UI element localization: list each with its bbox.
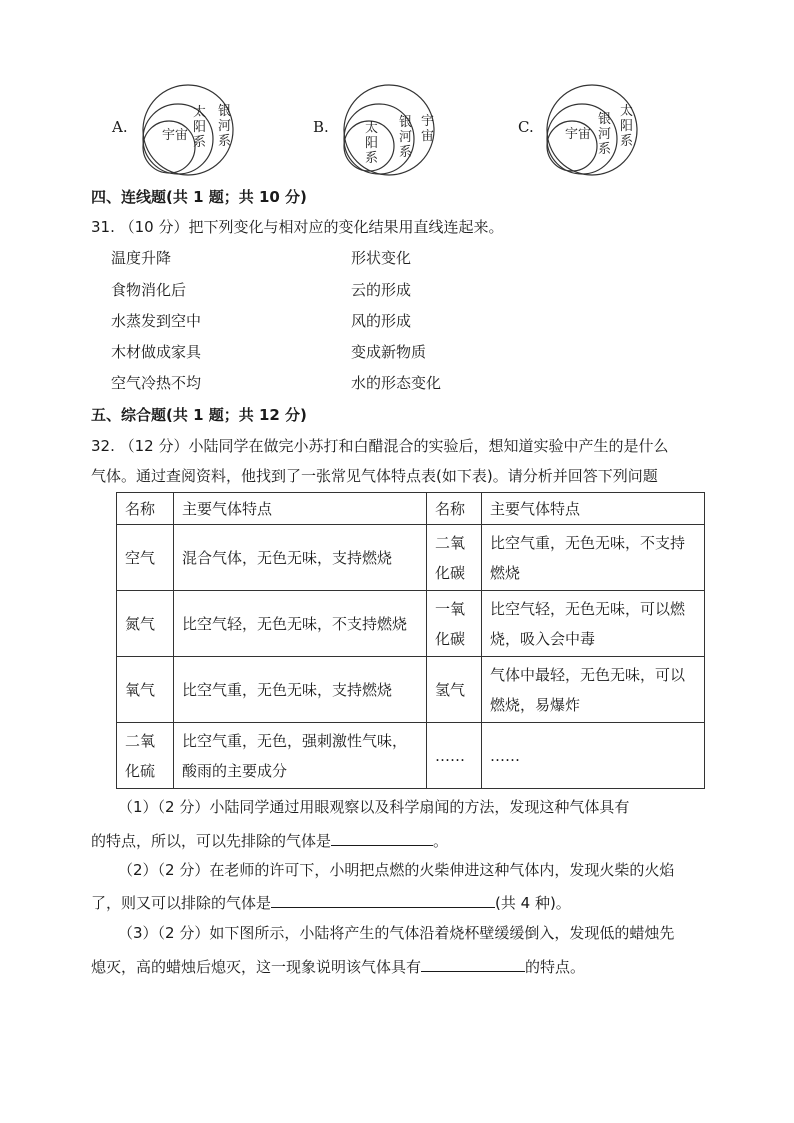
option-a-middle-label: 太阳系	[193, 105, 207, 150]
option-c-middle-label: 银河系	[598, 112, 612, 157]
option-b-outer-label: 宇宙	[421, 114, 435, 144]
answer-blank-2[interactable]	[271, 891, 495, 908]
section-4-title: 四、连线题(共 1 题；共 10 分)	[91, 188, 307, 206]
gas-name: 二氧化硫	[117, 723, 174, 789]
table-row	[117, 657, 705, 723]
gas-feature: 比空气重，无色无味，支持燃烧	[174, 657, 427, 723]
gas-feature: ……	[482, 723, 705, 789]
gas-feature: 比空气重，无色无味，不支持燃烧	[482, 525, 705, 591]
right-item-5[interactable]: 水的形态变化	[351, 374, 442, 392]
answer-blank-1[interactable]	[331, 829, 433, 846]
sub-question-3-line-1: （3）（2 分）如下图所示，小陆将产生的气体沿着烧杯壁缓缓倒入，发现低的蜡烛先	[118, 924, 675, 942]
gas-name: 氮气	[117, 591, 174, 657]
sub-question-3-end: 的特点。	[525, 958, 586, 976]
left-item-2[interactable]: 食物消化后	[111, 281, 187, 299]
gas-table	[116, 492, 705, 789]
section-5-title: 五、综合题(共 1 题；共 12 分)	[91, 406, 307, 424]
sub-question-2-text: 了，则又可以排除的气体是	[91, 894, 272, 912]
gas-feature: 比空气轻，无色无味，不支持燃烧	[174, 591, 427, 657]
gas-feature: 混合气体，无色无味，支持燃烧	[174, 525, 427, 591]
left-item-1[interactable]: 温度升降	[111, 249, 172, 267]
option-c-inner-label: 宇宙	[565, 127, 592, 142]
option-b-inner-label: 太阳系	[365, 121, 379, 166]
right-item-3[interactable]: 风的形成	[351, 312, 412, 330]
sub-question-2-end: (共 4 种)。	[495, 894, 571, 912]
right-item-4[interactable]: 变成新物质	[351, 343, 427, 361]
sub-question-3-line-2	[91, 955, 585, 977]
question-32-line-2: 气体。通过查阅资料，他找到了一张常见气体特点表(如下表)。请分析并回答下列问题	[91, 467, 658, 485]
gas-name: 空气	[117, 525, 174, 591]
left-item-3[interactable]: 水蒸发到空中	[111, 312, 202, 330]
sub-question-1-end: 。	[433, 832, 449, 850]
option-c-outer-label: 太阳系	[620, 104, 634, 149]
option-a-label: A.	[112, 118, 128, 136]
gas-name: 氧气	[117, 657, 174, 723]
option-c-label: C.	[518, 118, 534, 136]
left-item-5[interactable]: 空气冷热不均	[111, 374, 202, 392]
gas-feature: 比空气轻，无色无味，可以燃烧，吸入会中毒	[482, 591, 705, 657]
sub-question-1-line-2	[91, 829, 448, 851]
header-feature-2: 主要气体特点	[482, 493, 705, 525]
table-row	[117, 525, 705, 591]
right-item-1[interactable]: 形状变化	[351, 249, 412, 267]
answer-blank-3[interactable]	[421, 955, 525, 972]
left-item-4[interactable]: 木材做成家具	[111, 343, 202, 361]
question-32-line-1: 32. （12 分）小陆同学在做完小苏打和白醋混合的实验后，想知道实验中产生的是什么	[91, 437, 669, 455]
right-item-2[interactable]: 云的形成	[351, 281, 412, 299]
gas-name: 一氧化碳	[427, 591, 482, 657]
gas-feature: 气体中最轻，无色无味，可以燃烧，易爆炸	[482, 657, 705, 723]
header-name-1: 名称	[117, 493, 174, 525]
option-a-outer-label: 银河系	[218, 104, 232, 149]
sub-question-1-line-1: （1）（2 分）小陆同学通过用眼观察以及科学扇闻的方法，发现这种气体具有	[118, 798, 630, 816]
table-row	[117, 723, 705, 789]
gas-name: 氢气	[427, 657, 482, 723]
sub-question-3-text: 熄灭，高的蜡烛后熄灭，这一现象说明该气体具有	[91, 958, 422, 976]
table-header-row	[117, 493, 705, 525]
header-feature-1: 主要气体特点	[174, 493, 427, 525]
option-a-inner-label: 宇宙	[162, 128, 189, 143]
sub-question-2-line-2	[91, 891, 571, 913]
gas-name: 二氧化碳	[427, 525, 482, 591]
question-31: 31. （10 分）把下列变化与相对应的变化结果用直线连起来。	[91, 218, 504, 236]
gas-feature: 比空气重，无色，强刺激性气味，酸雨的主要成分	[174, 723, 427, 789]
option-b-label: B.	[313, 118, 329, 136]
option-b-middle-label: 银河系	[399, 115, 413, 160]
gas-name: ……	[427, 723, 482, 789]
header-name-2: 名称	[427, 493, 482, 525]
sub-question-2-line-1: （2）（2 分）在老师的许可下，小明把点燃的火柴伸进这种气体内，发现火柴的火焰	[118, 861, 675, 879]
table-row	[117, 591, 705, 657]
sub-question-1-text: 的特点，所以，可以先排除的气体是	[91, 832, 332, 850]
